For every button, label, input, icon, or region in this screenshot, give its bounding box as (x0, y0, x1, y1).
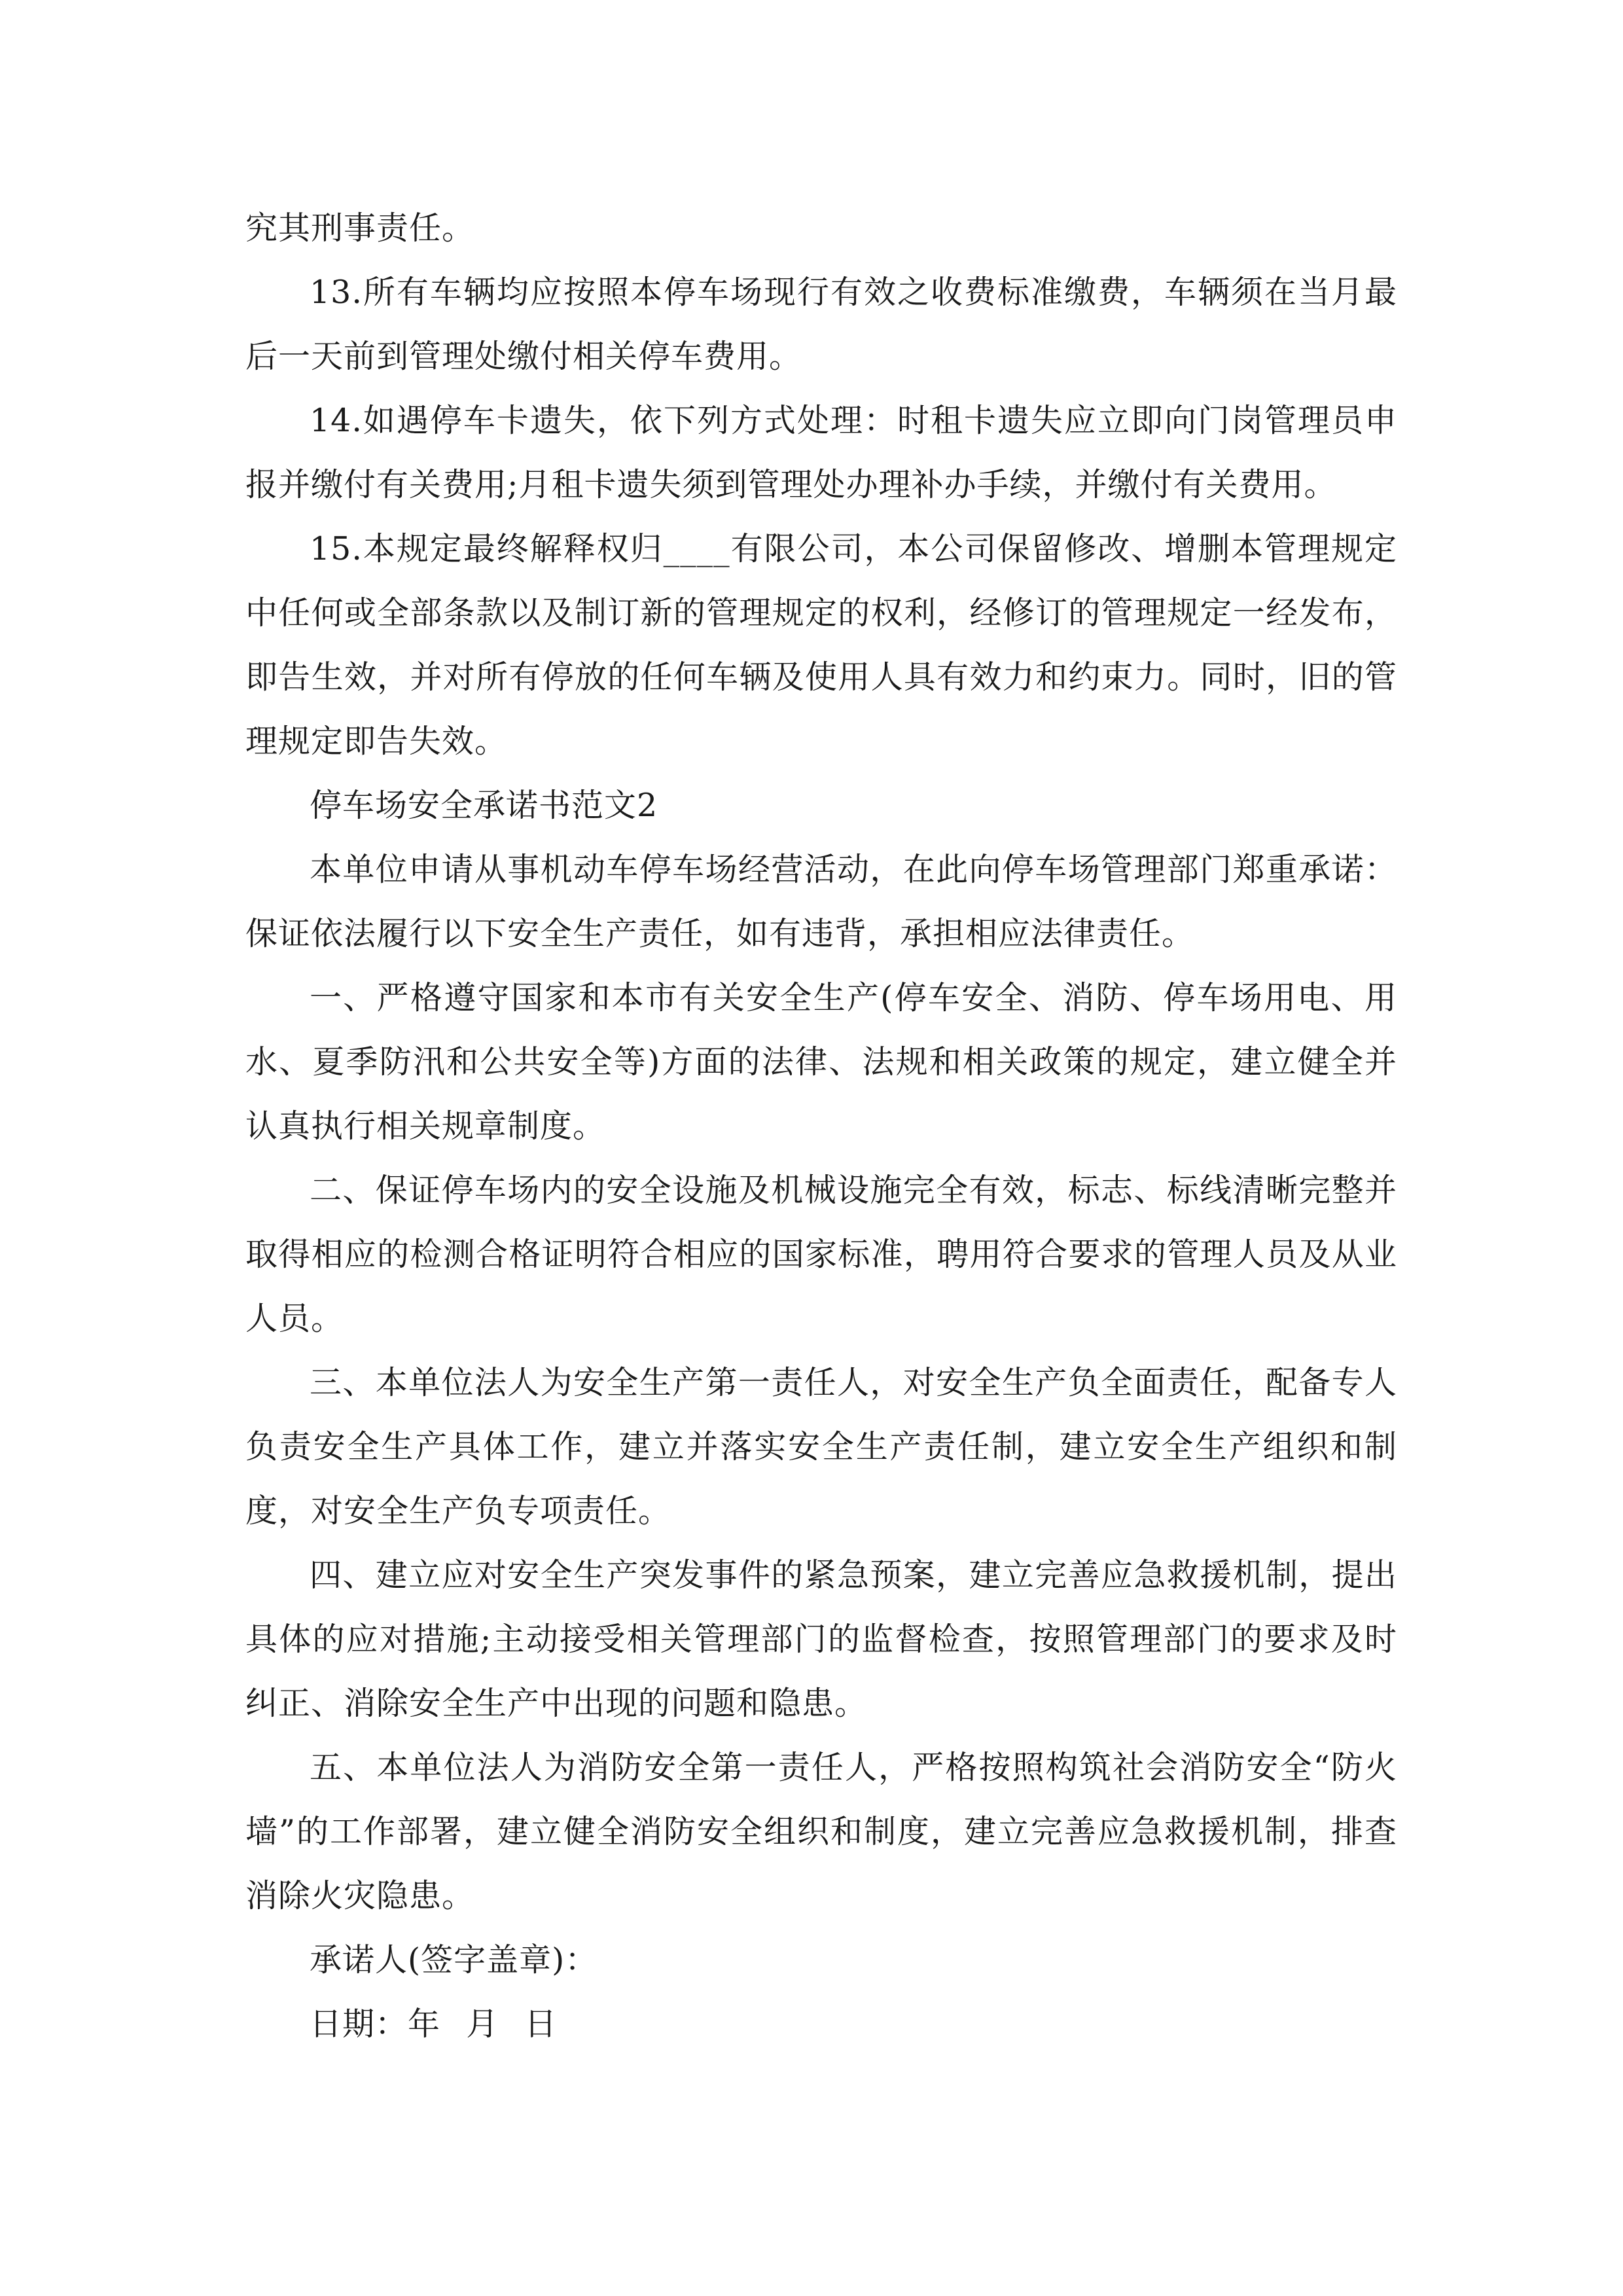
paragraph-clause-5: 五、本单位法人为消防安全第一责任人，严格按照构筑社会消防安全“防火墙”的工作部署，建立健全消防安全组织和制度，建立完善应急救援机制，排查消除火灾隐患。 (245, 1749, 1397, 1914)
document-page (245, 196, 1397, 2056)
paragraph-item-13: 13.所有车辆均应按照本停车场现行有效之收费标准缴费，车辆须在当月最后一天前到管理处缴付相关停车费用。 (245, 274, 1397, 375)
date-month: 月 (466, 2005, 499, 2043)
signature-line: 承诺人(签字盖章)： (310, 1941, 598, 1979)
paragraph-clause-3: 三、本单位法人为安全生产第一责任人，对安全生产负全面责任，配备专人负责安全生产具体工作，建立并落实安全生产责任制，建立安全生产组织和制度，对安全生产负专项责任。 (245, 1364, 1397, 1530)
section-heading: 停车场安全承诺书范文2 (310, 787, 658, 824)
paragraph-item-15: 15.本规定最终解释权归____有限公司，本公司保留修改、增删本管理规定中任何或全部条款以及制订新的管理规定的权利，经修订的管理规定一经发布，即告生效，并对所有停放的任何车辆及使用人具有效力和约束力。同时，旧的管理规定即告失效。 (245, 530, 1397, 760)
date-line (245, 1992, 1397, 2056)
date-label: 日期： (310, 2005, 408, 2043)
paragraph-clause-1: 一、严格遵守国家和本市有关安全生产(停车安全、消防、停车场用电、用水、夏季防汛和公共安全等)方面的法律、法规和相关政策的规定，建立健全并认真执行相关规章制度。 (245, 979, 1397, 1145)
paragraph-continuation: 究其刑事责任。 (245, 209, 475, 247)
paragraph-clause-4: 四、建立应对安全生产突发事件的紧急预案，建立完善应急救援机制，提出具体的应对措施;主动接受相关管理部门的监督检查，按照管理部门的要求及时纠正、消除安全生产中出现的问题和隐患。 (245, 1556, 1397, 1722)
paragraph-clause-2: 二、保证停车场内的安全设施及机械设施完全有效，标志、标线清晰完整并取得相应的检测合格证明符合相应的国家标准，聘用符合要求的管理人员及从业人员。 (245, 1172, 1397, 1337)
paragraph-intro: 本单位申请从事机动车停车场经营活动，在此向停车场管理部门郑重承诺：保证依法履行以下安全生产责任，如有违背，承担相应法律责任。 (245, 851, 1397, 952)
paragraph-item-14: 14.如遇停车卡遗失，依下列方式处理：时租卡遗失应立即向门岗管理员申报并缴付有关费用;月租卡遗失须到管理处办理补办手续，并缴付有关费用。 (245, 402, 1397, 503)
date-day: 日 (524, 2005, 558, 2043)
date-year: 年 (408, 2005, 441, 2043)
